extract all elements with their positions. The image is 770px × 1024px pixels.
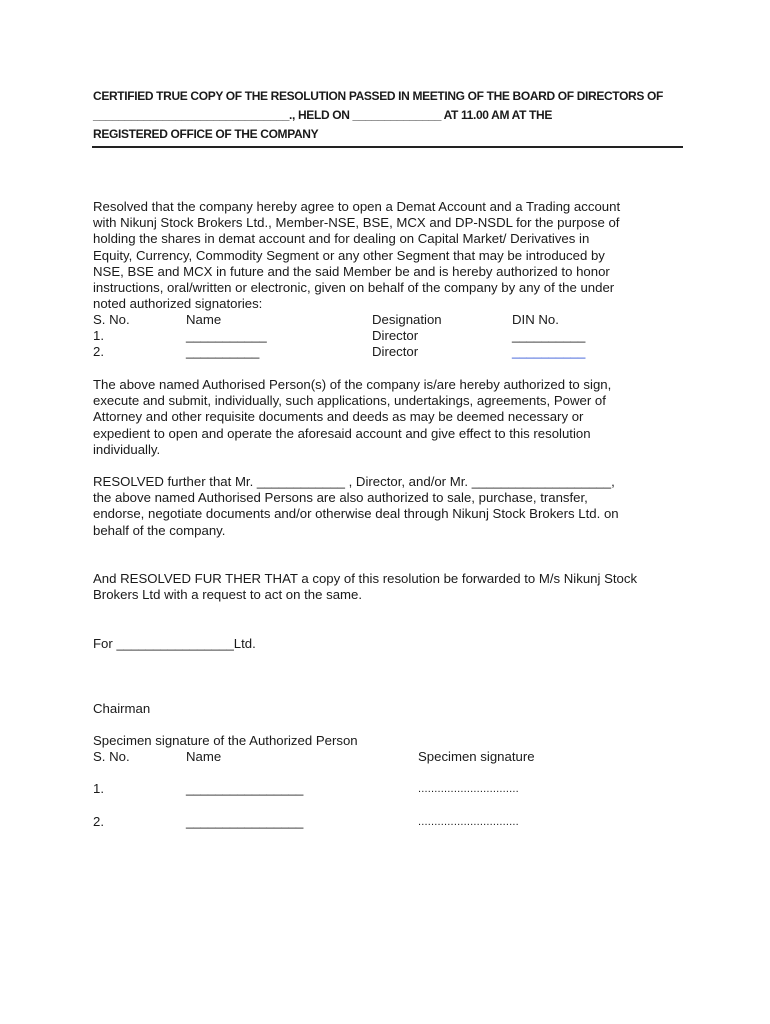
signatories-header-row	[0, 312, 770, 328]
specimen-name-blank: ________________	[186, 781, 304, 796]
heading-line-3: REGISTERED OFFICE OF THE COMPANY	[93, 127, 319, 141]
signatory-designation: Director	[372, 344, 419, 359]
resolved-further-line: endorse, negotiate documents and/or otherwise deal through Nikunj Stock Brokers Ltd. on	[93, 506, 619, 522]
signatory-din-blank: __________	[512, 328, 586, 343]
resolution-paragraph	[93, 199, 678, 312]
signatory-designation: Director	[372, 328, 419, 343]
specimen-name-blank: ________________	[186, 814, 304, 829]
signatory-sno: 1.	[93, 328, 104, 343]
specimen-name-header: Name	[186, 749, 222, 764]
authorised-line: Attorney and other requisite documents and deeds as may be deemed necessary or	[93, 409, 584, 425]
resolution-line: with Nikunj Stock Brokers Ltd., Member-NSE, BSE, MCX and DP-NSDL for the purpose of	[93, 215, 620, 231]
signatory-name-blank: __________	[186, 344, 260, 359]
designation-header: Designation	[372, 312, 442, 327]
specimen-title-block	[93, 733, 678, 749]
heading-line-1: CERTIFIED TRUE COPY OF THE RESOLUTION PASSED IN MEETING OF THE BOARD OF DIRECTORS OF	[93, 89, 663, 103]
heading-line-2: _______________________________., HELD ON ______________ AT 11.00 AM AT THE	[93, 108, 552, 122]
authorised-line: The above named Authorised Person(s) of the company is/are hereby authorized to sign,	[93, 377, 612, 392]
authorised-line: individually.	[93, 441, 161, 457]
resolution-line: Equity, Currency, Commodity Segment or any other Segment that may be introduced by	[93, 247, 605, 263]
signatory-sno: 2.	[93, 344, 104, 359]
authorised-line: expedient to open and operate the aforesaid account and give effect to this resolution	[93, 425, 591, 441]
resolution-line: holding the shares in demat account and for dealing on Capital Market/ Derivatives in	[93, 231, 590, 247]
resolved-copy-line: And RESOLVED FUR THER THAT a copy of this resolution be forwarded to M/s Nikunj Stock	[93, 571, 638, 586]
resolution-line: noted authorized signatories:	[93, 296, 263, 312]
resolved-copy-line: Brokers Ltd with a request to act on the same.	[93, 587, 363, 603]
specimen-header-row	[0, 749, 770, 765]
chairman-block	[93, 701, 678, 717]
for-company-line	[93, 636, 678, 652]
specimen-sno-header: S. No.	[93, 749, 130, 764]
specimen-sno: 1.	[93, 781, 104, 796]
signatory-name-blank: ___________	[186, 328, 267, 343]
resolved-further-line: behalf of the company.	[93, 522, 226, 538]
resolution-line: NSE, BSE and MCX in future and the said Member be and is hereby authorized to honor	[93, 263, 610, 279]
heading-divider	[92, 146, 683, 148]
sno-header: S. No.	[93, 312, 130, 327]
din-header: DIN No.	[512, 312, 559, 327]
for-company-text: For ________________Ltd.	[93, 636, 256, 651]
name-header: Name	[186, 312, 222, 327]
specimen-signature-header: Specimen signature	[418, 749, 535, 764]
resolution-line: Resolved that the company hereby agree to open a Demat Account and a Trading account	[93, 199, 621, 214]
authorised-paragraph	[93, 377, 678, 458]
resolved-further-line: the above named Authorised Persons are also authorized to sale, purchase, transfer,	[93, 490, 588, 506]
resolved-further-line: RESOLVED further that Mr. ____________ , Director, and/or Mr. ___________________,	[93, 474, 615, 489]
specimen-row	[0, 814, 770, 830]
authorised-line: execute and submit, individually, such applications, undertakings, agreements, Power of	[93, 393, 606, 409]
specimen-signature-blank: ...............................	[418, 783, 519, 795]
specimen-sno: 2.	[93, 814, 104, 829]
resolution-line: instructions, oral/written or electronic, given on behalf of the company by any of the under	[93, 280, 615, 296]
specimen-signature-blank: ...............................	[418, 816, 519, 828]
specimen-title: Specimen signature of the Authorized Person	[93, 733, 358, 748]
resolved-further-paragraph	[93, 474, 678, 539]
signatory-din-blank: __________	[512, 344, 586, 359]
resolved-copy-paragraph	[93, 571, 678, 603]
chairman-label: Chairman	[93, 701, 151, 716]
signatory-row	[0, 344, 770, 360]
specimen-row	[0, 781, 770, 797]
signatory-row	[0, 328, 770, 344]
